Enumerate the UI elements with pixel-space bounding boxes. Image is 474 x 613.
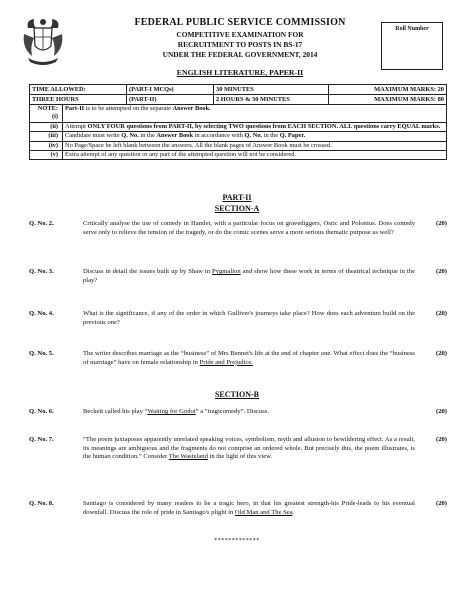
part-heading: PART-II: [222, 193, 252, 202]
duration: 2 HOURS & 30 MINUTES: [214, 95, 329, 105]
roll-number-box[interactable]: [381, 22, 443, 70]
question-text: Santiago is considered by many readers to be a tragic hero, in that his greatest strength-his Pride-leads to his eventual downfall. Discuss the role of pride in Santiago's plight in Old Man and The Sea.: [83, 500, 415, 516]
instruction-number: NOTE:(i): [30, 105, 63, 123]
instruction-number: (ii): [30, 122, 63, 131]
instruction-row: [30, 151, 447, 160]
section-b-heading: SECTION-B: [214, 390, 259, 399]
work-title: Old Man and The Sea: [234, 508, 293, 516]
instruction-row: [30, 122, 447, 131]
timing-row: [30, 95, 447, 105]
instruction-row: [30, 105, 447, 123]
question-text: Beckett called his play “Waiting for Godot” a “tragicomedy”. Discuss.: [83, 408, 270, 415]
question-text: Critically analyse the use of comedy in Hamlet, with a particular focus on gravediggers, Osric and Polonius. Does comedy serve only to relieve the tension of the tragedy, or do the comic scenes serve a more serious thematic purpose as well?: [83, 220, 415, 236]
question-number: Q. No. 3.: [29, 268, 54, 275]
instruction-row: [30, 141, 447, 150]
instruction-number: (iii): [30, 132, 63, 141]
question-number: Q. No. 8.: [29, 500, 54, 507]
question-marks: (20): [436, 500, 447, 507]
instruction-number: (v): [30, 151, 63, 160]
part-label: (PART-I MCQs): [127, 85, 214, 95]
question-number: Q. No. 6.: [29, 408, 54, 415]
duration: 30 MINUTES: [214, 85, 329, 95]
maximum-marks: MAXIMUM MARKS: 20: [329, 85, 447, 95]
paper-title: ENGLISH LITERATURE, PAPER-II: [176, 68, 304, 77]
question-text: The writer describes marriage as the “business” of Mrs Bennet's life at the end of chapter one. What effect does the “business of marriage” have on female relationship in Pride and Prejudice.: [83, 350, 415, 366]
timing-table: [29, 84, 447, 105]
instruction-text: Attempt ONLY FOUR questions from PART-II, by selecting TWO questions from EACH SECTION. ALL questions carry EQUAL marks.: [63, 122, 447, 131]
question-number: Q. No. 2.: [29, 220, 54, 227]
work-title: Pygmalion: [212, 268, 241, 275]
time-allowed-label: TIME ALLOWED:: [30, 85, 127, 95]
question-marks: (20): [436, 220, 447, 227]
question-marks: (20): [436, 350, 447, 357]
end-of-paper-marker: *************: [214, 538, 260, 544]
exam-title-line: COMPETITIVE EXAMINATION FOR: [176, 30, 304, 39]
question-text: What is the significance, if any of the order in which Gulliver's journeys take place? How does each adventure build on the previous one?: [83, 310, 415, 326]
question-number: Q. No. 7.: [29, 436, 54, 443]
instructions-table: [29, 104, 447, 160]
exam-title-line: UNDER THE FEDERAL GOVERNMENT, 2014: [162, 50, 318, 59]
commission-title: FEDERAL PUBLIC SERVICE COMMISSION: [134, 17, 346, 28]
question-number: Q. No. 5.: [29, 350, 54, 357]
work-title: The Wasteland: [168, 453, 208, 461]
instruction-text: No Page/Space be left blank between the answers. All the blank pages of Answer Book must be crossed.: [63, 141, 447, 150]
question-text: “The poem juxtaposes apparently unrelated speaking voices, symbolism, myth and allusion to bewildering effect. As a result, its meanings are ambiguous and the fragments do not comprise an ordered whole. But precisely this, the poem illustrates, is the human condition.” Consider The Wasteland in the light of this view.: [83, 436, 415, 461]
instruction-text: Part-II is to be attempted on the separate Answer Book.: [63, 105, 447, 123]
section-a-heading: SECTION-A: [214, 204, 260, 213]
question-text: Discuss in detail the issues built up by Shaw in Pygmalion and show how these work in terms of theatrical technique in the play?: [83, 268, 415, 284]
question-marks: (20): [436, 408, 447, 415]
instruction-text: Extra attempt of any question or any part of the attempted question will not be considered.: [63, 151, 447, 160]
question-marks: (20): [436, 436, 447, 443]
work-title: Waiting for Godot: [147, 408, 196, 415]
exam-title-line: RECRUITMENT TO POSTS IN BS-17: [177, 40, 303, 49]
question-marks: (20): [436, 310, 447, 317]
question-number: Q. No. 4.: [29, 310, 54, 317]
instruction-number: (iv): [30, 141, 63, 150]
roll-number-label: Roll Number: [395, 26, 429, 32]
part-label: (PART-II): [127, 95, 214, 105]
instruction-row: [30, 132, 447, 141]
timing-row: [30, 85, 447, 95]
question-marks: (20): [436, 268, 447, 275]
instruction-text: Candidate must write Q. No. in the Answer Book in accordance with Q. No. in the Q. Paper.: [63, 132, 447, 141]
time-allowed-value: THREE HOURS: [30, 95, 127, 105]
work-title: Pride and Prejudice.: [199, 358, 253, 366]
maximum-marks: MAXIMUM MARKS: 80: [329, 95, 447, 105]
